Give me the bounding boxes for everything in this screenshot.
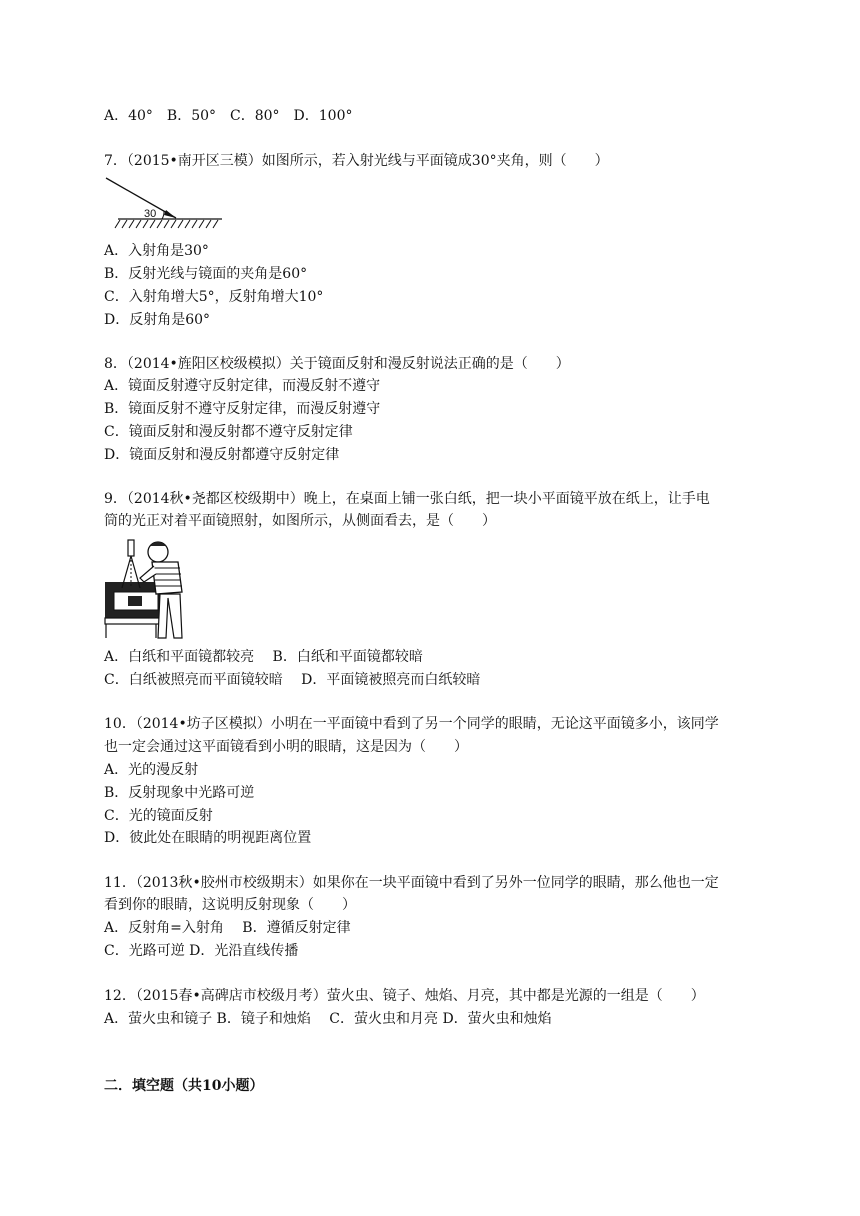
q7-stem: 7．（2015•南开区三模）如图所示，若入射光线与平面镜成30°夹角，则（ ） (104, 153, 609, 169)
q12-options: A．萤火虫和镜子 B．镜子和烛焰 C．萤火虫和月亮 D．萤火虫和烛焰 (104, 1011, 552, 1027)
q8-option-d: D．镜面反射和漫反射都遵守反射定律 (104, 447, 340, 463)
q7-option-a: A．入射角是30° (104, 243, 209, 259)
q7-option-b: B．反射光线与镜面的夹角是60° (104, 266, 308, 282)
q10-stem-line1: 10．（2014•坊子区模拟）小明在一平面镜中看到了另一个同学的眼睛，无论这平面镜多小，该同学 (104, 716, 719, 732)
q10-option-b: B．反射现象中光路可逆 (104, 785, 255, 801)
q9-stem-line2: 筒的光正对着平面镜照射，如图所示，从侧面看去，是（ ） (104, 513, 496, 529)
q11-options-line2: C．光路可逆 D．光沿直线传播 (104, 943, 299, 959)
q10-stem-line2: 也一定会通过这平面镜看到小明的眼睛，这是因为（ ） (104, 739, 468, 755)
q8-option-b: B．镜面反射不遵守反射定律，而漫反射遵守 (104, 401, 381, 417)
q11-stem-line1: 11．（2013秋•胶州市校级期末）如果你在一块平面镜中看到了另外一位同学的眼睛，那么他也一定 (104, 875, 719, 891)
q8-option-a: A．镜面反射遵守反射定律，而漫反射不遵守 (104, 378, 381, 394)
q11-stem-line2: 看到你的眼睛，这说明反射现象（ ） (104, 897, 356, 913)
q12-stem: 12．（2015春•高碑店市校级月考）萤火虫、镜子、烛焰、月亮，其中都是光源的一组是（ ） (104, 988, 705, 1004)
q9-options-line1: A．白纸和平面镜都较亮 B．白纸和平面镜都较暗 (104, 649, 423, 665)
q11-options-line1: A．反射角=入射角 B．遵循反射定律 (104, 920, 351, 936)
mirror-incident-ray-figure (104, 174, 224, 232)
angle-label: 30 (144, 208, 157, 220)
q10-option-c: C．光的镜面反射 (104, 808, 213, 824)
q8-option-c: C．镜面反射和漫反射都不遵守反射定律 (104, 424, 353, 440)
q9-stem-line1: 9．（2014秋•尧都区校级期中）晚上，在桌面上铺一张白纸，把一块小平面镜平放在纸上，让手电 (104, 491, 710, 507)
q6-options: A．40° B．50° C．80° D．100° (104, 108, 353, 124)
q10-option-a: A．光的漫反射 (104, 762, 199, 778)
q9-options-line2: C．白纸被照亮而平面镜较暗 D．平面镜被照亮而白纸较暗 (104, 672, 481, 688)
q7-option-c: C．入射角增大5°，反射角增大10° (104, 289, 324, 305)
flashlight-mirror-figure (104, 536, 196, 640)
q7-option-d: D．反射角是60° (104, 312, 211, 328)
section-2-heading: 二．填空题（共10小题） (104, 1078, 264, 1094)
q8-stem: 8．（2014•旌阳区校级模拟）关于镜面反射和漫反射说法正确的是（ ） (104, 356, 570, 372)
q10-option-d: D．彼此处在眼睛的明视距离位置 (104, 830, 312, 846)
